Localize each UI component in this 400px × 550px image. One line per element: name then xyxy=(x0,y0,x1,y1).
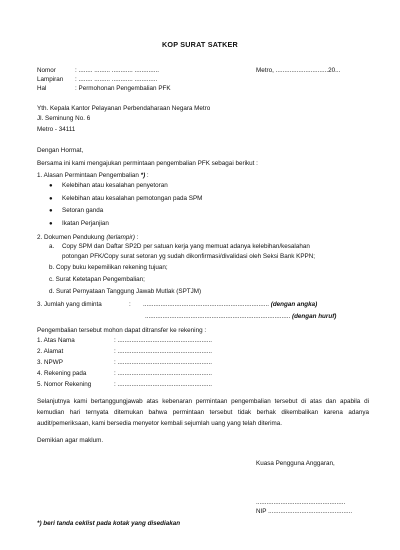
reason-item: Setoran ganda xyxy=(62,207,104,214)
amount-words-hint: (dengan huruf) xyxy=(291,313,337,320)
amount-figures-hint: (dengan angka) xyxy=(270,301,318,308)
transfer-intro: Pengembalian tersebut mohon dapat ditransfer ke rekening : xyxy=(37,327,207,334)
account-field-value: : ...................................................... xyxy=(114,370,212,377)
checkbox-bullet-icon[interactable]: ● xyxy=(49,183,53,189)
account-field-label: 5. Nomor Rekening xyxy=(37,381,92,388)
section-1-colon: : xyxy=(145,172,149,179)
reason-item: Kelebihan atau kesalahan pemotongan pada SPM xyxy=(62,195,203,202)
account-field-value: : ...................................................... xyxy=(114,359,212,366)
amount-words-dots: ................................................................................... xyxy=(145,313,291,320)
closing-line: Demikian agar maklum. xyxy=(37,437,104,444)
account-field-label: 2. Alamat xyxy=(37,348,64,355)
section-3-colon: : xyxy=(129,301,131,308)
section-1-mark: *) xyxy=(140,172,146,179)
signature-name-line: ................................................... xyxy=(256,499,346,506)
signature-title: Kuasa Pengguna Anggaran, xyxy=(256,460,335,467)
section-3-label: 3. Jumlah yang diminta xyxy=(37,301,102,308)
lampiran-value: : ........ ......... ............ ............. xyxy=(75,76,158,83)
footnote: *) beri tanda ceklist pada kotak yang disediakan xyxy=(37,520,181,527)
doc-a-line-1: Copy SPM dan Daftar SP2D per satuan kerja yang memuat adanya kelebihan/kesalahan xyxy=(62,243,310,250)
greeting: Dengan Hormat, xyxy=(37,147,84,154)
hal-value: : Permohonan Pengembalian PFK xyxy=(75,85,171,92)
intro-text: Bersama ini kami mengajukan permintaan pengembalian PFK sebagai berikut : xyxy=(37,160,258,167)
checkbox-bullet-icon[interactable]: ● xyxy=(49,208,53,214)
section-2-mark: (terlampir) xyxy=(106,234,135,241)
amount-in-figures xyxy=(143,301,317,309)
hal-label: Hal xyxy=(37,85,47,92)
account-field-value: : ...................................................... xyxy=(114,337,212,344)
recipient-line-1: Yth. Kepala Kantor Pelayanan Perbendaharaan Negara Metro xyxy=(37,105,211,112)
doc-a-line-2: potongan PFK/Copy surat setoran yg sudah dikonfirmasi/divalidasi oleh Seksi Bank KPPN; xyxy=(62,253,316,260)
section-1-title xyxy=(37,172,149,180)
recipient-line-2: Jl. Seminung No. 6 xyxy=(37,115,91,122)
amount-in-words xyxy=(145,313,336,321)
checkbox-bullet-icon[interactable]: ● xyxy=(49,196,53,202)
closing-paragraph: Selanjutnya kami bertanggungjawab atas kebenaran permintaan pengembalian tersebut di atas dan apabila di kemudian hari ternyata ditemukan bahwa permintaan tersebut tidak berhak dikembalikan karena adanya audit/pemeriksaan, kami bersedia menyetor kembali sejumlah uang yang telah diterima. xyxy=(37,398,369,427)
doc-b: b. Copy buku kepemilikan rekening tujuan; xyxy=(49,264,168,271)
account-field-label: 4. Rekening pada xyxy=(37,370,87,377)
checkbox-bullet-icon[interactable]: ● xyxy=(49,221,53,227)
section-2-title xyxy=(37,234,139,242)
letterhead-title: KOP SURAT SATKER xyxy=(162,40,238,49)
nomor-value: : ........ ......... ............ .............. xyxy=(75,67,159,74)
doc-a-letter: a. xyxy=(49,243,55,250)
account-field-label: 1. Atas Nama xyxy=(37,337,75,344)
reason-item: Ikatan Perjanjian xyxy=(62,220,109,227)
lampiran-label: Lampiran xyxy=(37,76,64,83)
account-field-value: : ...................................................... xyxy=(114,381,212,388)
account-field-value: : ...................................................... xyxy=(114,348,212,355)
doc-c: c. Surat Ketetapan Pengembalian; xyxy=(49,276,145,283)
section-1-title-text: 1. Alasan Permintaan Pengembalian xyxy=(37,172,141,179)
amount-figures-dots: ........................................................................ xyxy=(143,301,269,308)
account-field-label: 3. NPWP xyxy=(37,359,63,366)
recipient-line-3: Metro - 34111 xyxy=(37,126,76,133)
doc-d: d. Surat Pernyataan Tanggung Jawab Mutlak (SPTJM) xyxy=(49,288,202,295)
signature-nip: NIP ................................................ xyxy=(256,508,353,515)
reason-item: Kelebihan atau kesalahan penyetoran xyxy=(62,182,168,189)
section-2-title-text: 2. Dokumen Pendukung xyxy=(37,234,107,241)
place-date: Metro, ..............................20... xyxy=(256,67,341,74)
nomor-label: Nomor xyxy=(37,67,56,74)
section-2-colon: : xyxy=(135,234,139,241)
